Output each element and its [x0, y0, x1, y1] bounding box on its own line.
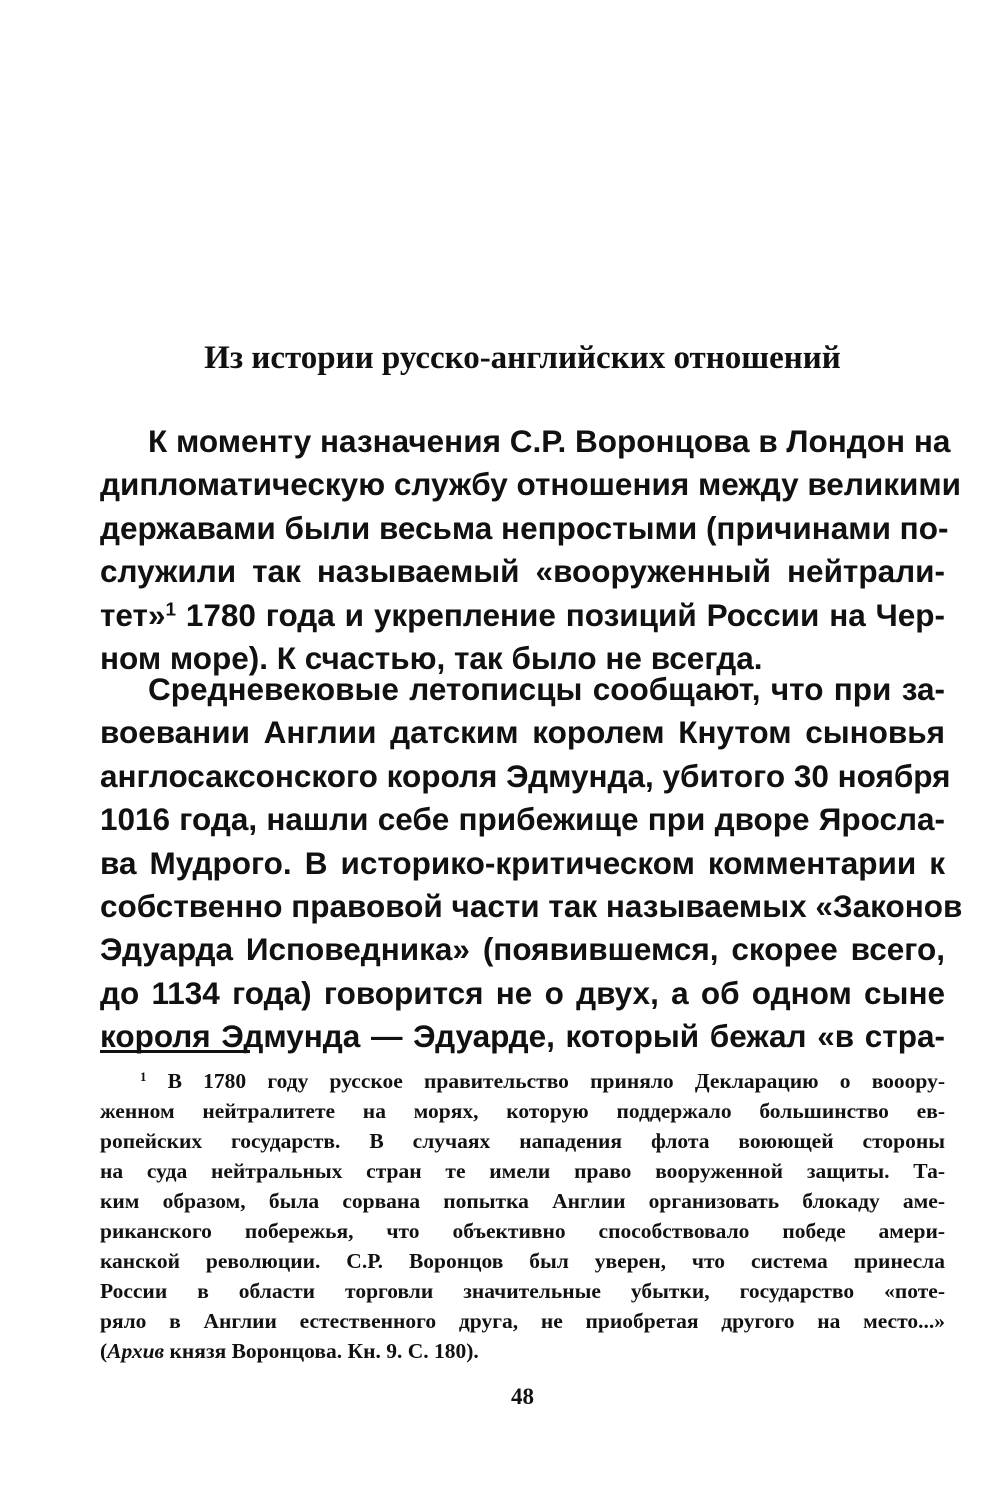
- paragraph-1-line: державами были весьма непростыми (причинами по-: [100, 509, 949, 546]
- footnote: [100, 1066, 945, 1366]
- paragraph-1-line-with-footnote-ref: [100, 594, 945, 637]
- paragraph-1-line: ном море). К счастью, так было не всегда.: [100, 640, 763, 677]
- paragraph-2-line: ва Мудрого. В историко-критическом комментарии к: [100, 844, 945, 881]
- paragraph-2-line: собственно правовой части так называемых «Законов: [100, 888, 963, 925]
- footnote-reference: 1: [165, 599, 176, 621]
- footnote-line: ропейских государств. В случаях нападения флота воюющей стороны: [100, 1129, 945, 1153]
- paragraph-1-line: служили так называемый «вооруженный нейтрали-: [100, 553, 945, 590]
- page-number: 48: [511, 1384, 534, 1409]
- paragraph-2-line: воевании Англии датским королем Кнутом сыновья: [100, 714, 945, 751]
- line-text: 1780 года и укрепление позиций России на Чер-: [176, 596, 945, 633]
- footnote-divider: [100, 1050, 250, 1053]
- citation-text: князя Воронцова. Кн. 9. С. 180).: [164, 1339, 479, 1363]
- footnote-line: риканского побережья, что объективно способствовало победе амери-: [100, 1219, 945, 1243]
- paragraph-1-line: дипломатическую службу отношения между великими: [100, 466, 961, 503]
- footnote-citation: [100, 1336, 945, 1366]
- paragraph-2-line: Эдуарда Исповедника» (появившемся, скорее всего,: [100, 931, 945, 968]
- citation-italic: Архив: [107, 1339, 165, 1363]
- footnote-marker: 1: [140, 1069, 147, 1084]
- footnote-line: ряло в Англии естественного друга, не приобретая другого на место...»: [100, 1309, 945, 1333]
- paragraph-2: [100, 668, 963, 1059]
- footnote-line: канской революции. С.Р. Воронцов был уверен, что система принесла: [100, 1249, 945, 1273]
- footnote-line: России в области торговли значительные убытки, государство «поте-: [100, 1279, 945, 1303]
- footnote-line: женном нейтралитете на морях, которую поддержало большинство ев-: [100, 1099, 945, 1123]
- footnote-text: В 1780 году русское правительство приняло Декларацию о вооору-: [146, 1069, 945, 1093]
- citation-paren: (: [100, 1339, 108, 1363]
- paragraph-2-line: Средневековые летописцы сообщают, что при за-: [148, 671, 945, 707]
- paragraph-2-line: короля Эдмунда — Эдуарде, который бежал «в стра-: [100, 1018, 945, 1055]
- footnote-line: на суда нейтральных стран те имели право вооруженной защиты. Та-: [100, 1159, 945, 1183]
- footnote-line: ким образом, была сорвана попытка Англии организовать блокаду аме-: [100, 1189, 945, 1213]
- footnote-line: [100, 1066, 945, 1096]
- paragraph-2-line: до 1134 года) говорится не о двух, а об одном сыне: [100, 974, 945, 1011]
- paragraph-2-line: 1016 года, нашли себе прибежище при дворе Яросла-: [100, 801, 945, 838]
- paragraph-1-line: К моменту назначения С.Р. Воронцова в Лондон на: [148, 423, 951, 459]
- line-text: тет»: [100, 596, 166, 633]
- paragraph-2-line: англосаксонского короля Эдмунда, убитого 30 ноября: [100, 757, 951, 794]
- chapter-title: Из истории русско-английских отношений: [204, 340, 841, 376]
- paragraph-1: [100, 420, 961, 680]
